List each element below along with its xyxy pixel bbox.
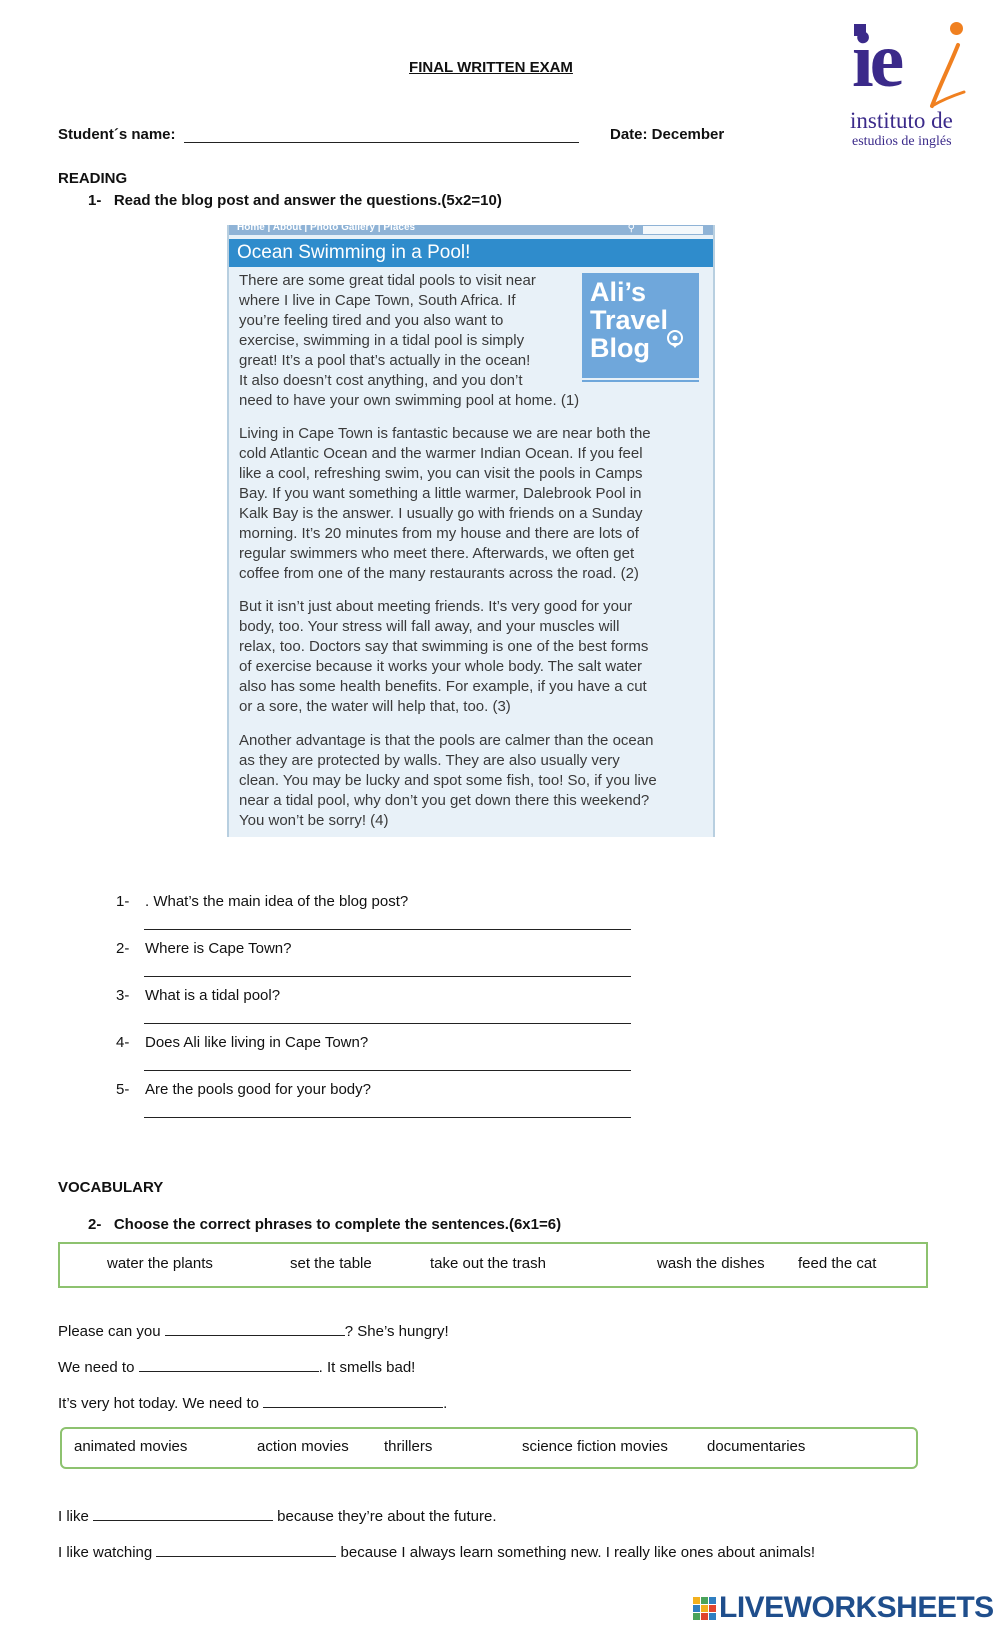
institute-logo (850, 10, 975, 150)
location-pin-icon (666, 330, 684, 348)
answer-field-4[interactable] (144, 1070, 631, 1071)
word-bank-item: science fiction movies (522, 1438, 668, 1455)
badge-line-1: Ali’s (590, 277, 647, 307)
blog-paragraph-4: Another advantage is that the pools are calmer than the ocean as they are protected by walls. They are also usually very clean. You may be lucky and spot some fish, too! So, if you live near a tidal pool, why don’t you get down there this weekend? You won’t be sorry! (4) (239, 732, 657, 829)
word-bank-item: feed the cat (798, 1255, 877, 1272)
sentence-5: I like watching because I always learn something new. I really like ones about animals! (58, 1544, 815, 1561)
blank-field[interactable] (139, 1371, 319, 1372)
blog-paragraph-3: But it isn’t just about meeting friends. It’s very good for your body, too. Your stress will fall away, and your muscles will relax, too. Doctors say that swimming is one of the best forms of exercise because it works your whole body. The salt water also has some health benefits. For example, if you have a cut or a sore, the water will help that, too. (3) (239, 598, 649, 715)
vocabulary-instruction: 2- Choose the correct phrases to complete the sentences.(6x1=6) (88, 1216, 562, 1233)
exam-title: FINAL WRITTEN EXAM (409, 59, 573, 76)
sentence-3: It’s very hot today. We need to . (58, 1395, 448, 1412)
sentence-1: Please can you ? She’s hungry! (58, 1323, 449, 1340)
word-bank-item: wash the dishes (657, 1255, 765, 1272)
blank-field[interactable] (156, 1556, 336, 1557)
student-name-label: Student´s name: (58, 126, 176, 143)
blog-headline-bar (229, 239, 713, 267)
logo-letters: ie (852, 16, 901, 103)
answer-field-3[interactable] (144, 1023, 631, 1024)
logo-orange-dot (950, 22, 963, 35)
answer-field-1[interactable] (144, 929, 631, 930)
blog-badge (582, 273, 699, 378)
logo-swoosh-icon (928, 40, 968, 110)
logo-line1: instituto de (850, 108, 953, 133)
sentence-4: I like because they’re about the future. (58, 1508, 497, 1525)
blog-nav-bar (229, 222, 713, 235)
liveworksheets-brand: LIVEWORKSHEETS (719, 1591, 994, 1624)
badge-line-2: Travel (590, 305, 669, 335)
liveworksheets-logo (693, 1593, 993, 1633)
search-icon: ⚲ (627, 223, 635, 234)
student-name-field[interactable] (184, 142, 579, 143)
word-bank-item: take out the trash (430, 1255, 546, 1272)
blog-headline: Ocean Swimming in a Pool! (237, 242, 471, 263)
blank-field[interactable] (263, 1407, 443, 1408)
word-bank-item: action movies (257, 1438, 349, 1455)
blog-paragraph-2: Living in Cape Town is fantastic because we are near both the cold Atlantic Ocean and the warmer Indian Ocean. If you feel like a cool, refreshing swim, you can visit the pools in Camps Bay. If you want something a little warmer, Dalebrook Pool in Kalk Bay is the answer. I usually go with friends on a Sunday morning. It’s 20 minutes from my house and there are lots of regular swimmers who meet there. Afterwards, we often get coffee from one of the many restaurants across the road. (2) (239, 425, 651, 582)
blog-paragraph-1: There are some great tidal pools to visit near where I live in Cape Town, South Africa. If you’re feeling tired and you also want to exercise, swimming in a tidal pool is simply great! It’s a pool that’s actually in the ocean! It also doesn’t cost anything, and you don’t need to have your own swimming pool at home. (1) (239, 272, 580, 409)
liveworksheets-grid-icon (693, 1597, 717, 1621)
blog-nav-text: Home | About | Photo Gallery | Places (237, 222, 416, 233)
word-bank-item: set the table (290, 1255, 372, 1272)
reading-heading: READING (58, 170, 128, 187)
word-bank-chores (58, 1242, 928, 1288)
blank-field[interactable] (93, 1520, 273, 1521)
answer-field-5[interactable] (144, 1117, 631, 1118)
word-bank-item: documentaries (707, 1438, 806, 1455)
word-bank-movies (60, 1427, 918, 1469)
blog-search-box (643, 226, 703, 234)
sentence-2: We need to . It smells bad! (58, 1359, 416, 1376)
answer-field-2[interactable] (144, 976, 631, 977)
badge-line-3: Blog (590, 333, 650, 363)
word-bank-item: water the plants (107, 1255, 213, 1272)
reading-instruction: 1- Read the blog post and answer the questions.(5x2=10) (88, 192, 502, 209)
date-label: Date: December (610, 126, 725, 143)
word-bank-item: thrillers (384, 1438, 433, 1455)
word-bank-item: animated movies (74, 1438, 188, 1455)
badge-underline (582, 380, 699, 382)
blank-field[interactable] (165, 1335, 345, 1336)
vocabulary-heading: VOCABULARY (58, 1179, 164, 1196)
blog-post-image (227, 222, 715, 837)
logo-line2: estudios de inglés (852, 134, 952, 149)
